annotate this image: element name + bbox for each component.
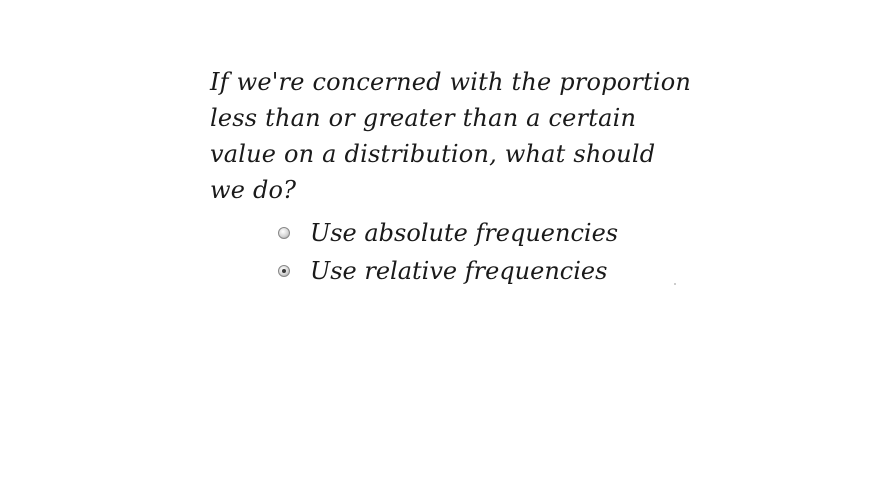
question-line: If we're concerned with the proportion bbox=[210, 68, 692, 96]
option-label: Use relative frequencies bbox=[310, 257, 608, 285]
option-absolute-frequencies[interactable] bbox=[278, 214, 618, 252]
stray-dot bbox=[674, 283, 676, 285]
radio-button[interactable] bbox=[278, 227, 290, 239]
question-text bbox=[210, 64, 692, 208]
option-label: Use absolute frequencies bbox=[310, 219, 619, 247]
question-line: we do? bbox=[210, 176, 297, 204]
option-relative-frequencies[interactable] bbox=[278, 252, 618, 290]
question-line: value on a distribution, what should bbox=[210, 140, 656, 168]
answer-options bbox=[278, 214, 618, 290]
question-line: less than or greater than a certain bbox=[210, 104, 637, 132]
radio-button-selected[interactable] bbox=[278, 265, 290, 277]
